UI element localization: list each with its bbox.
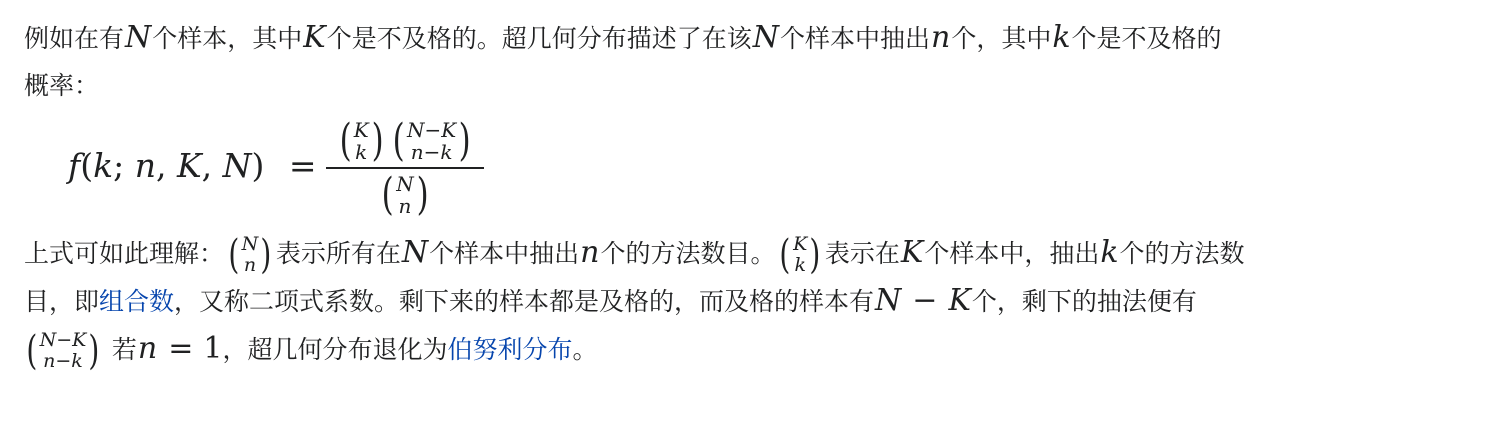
paren-right: ) (458, 115, 471, 166)
link-combination[interactable]: 组合数 (99, 287, 175, 316)
binomial-top: K (793, 233, 808, 255)
paren-left: ( (339, 115, 352, 166)
binomial-K-k (337, 115, 386, 166)
text: 概率： (24, 71, 100, 100)
paren-right: ) (371, 115, 384, 166)
paren: ) (251, 146, 265, 185)
text: 个，其中 (951, 24, 1052, 53)
comma: , (155, 146, 167, 185)
paren: ( (80, 146, 94, 185)
text: ，超几何分布退化为 (222, 335, 448, 364)
text: 个样本中抽出 (429, 239, 580, 268)
math-N: N (875, 283, 902, 318)
text: 表示所有在 (275, 239, 401, 268)
binomial-bottom: k (794, 254, 806, 276)
math-K: K (948, 283, 971, 318)
semicolon: ; (113, 146, 125, 185)
fraction (326, 115, 484, 221)
text: 个的方法数 (1119, 239, 1245, 268)
binomial-stack (396, 173, 414, 217)
binomial-N-n (379, 169, 431, 220)
fraction-denominator (377, 169, 433, 221)
paren-left: ( (228, 232, 240, 278)
math-k: k (93, 146, 114, 185)
math-N: N (222, 146, 252, 185)
math-N: N (125, 20, 152, 55)
text: 上式可如此理解： (24, 239, 225, 268)
binomial-top: N−K (39, 329, 87, 351)
math-n: n (930, 20, 951, 55)
math-one: 1 (203, 331, 223, 366)
binomial-top: N (396, 172, 414, 196)
math-n: n (580, 235, 600, 270)
binomial-stack (242, 234, 259, 276)
math-n: n (134, 146, 156, 185)
math-k: k (1100, 235, 1119, 270)
comma: , (201, 146, 213, 185)
paren-right: ) (88, 328, 100, 374)
text: 例如在有 (24, 24, 125, 53)
binomial-stack (793, 234, 807, 276)
text: ，又称二项式系数。剩下来的样本都是及格的，而及格的样本有 (174, 287, 875, 316)
math-f: f (68, 146, 81, 185)
binomial-stack (354, 119, 369, 163)
paren-left: ( (26, 328, 38, 374)
text: 个样本，其中 (152, 24, 303, 53)
binomial-K-k (777, 234, 822, 276)
text: 个样本中，抽出 (924, 239, 1100, 268)
paren-right: ) (809, 232, 821, 278)
paragraph-explanation (24, 229, 1470, 373)
text: 个样本中抽出 (779, 24, 930, 53)
formula-lhs (68, 141, 331, 191)
math-K: K (176, 146, 202, 185)
math-K: K (303, 20, 326, 55)
text: 目，即 (24, 287, 100, 316)
paragraph-intro (24, 14, 1470, 109)
text: 表示在 (824, 239, 900, 268)
binomial-bottom: n (243, 254, 257, 276)
link-bernoulli-distribution[interactable]: 伯努利分布 (447, 335, 573, 364)
binomial-top: N−K (407, 118, 457, 142)
text: 个是不及格的。超几何分布描述了在该 (326, 24, 752, 53)
math-N: N (401, 235, 429, 270)
paren-left: ( (779, 232, 791, 278)
text: 若 (103, 335, 137, 364)
math-k: k (1052, 20, 1071, 55)
binomial-NK-nk (24, 330, 102, 372)
text: 个是不及格的 (1071, 24, 1222, 53)
binomial-NK-nk (390, 115, 474, 166)
paren-left: ( (392, 115, 405, 166)
math-K: K (900, 235, 924, 270)
binomial-bottom: k (355, 140, 368, 164)
binomial-top: K (353, 118, 369, 142)
binomial-bottom: n−k (43, 350, 83, 372)
equals-sign: = (168, 331, 194, 366)
paren-left: ( (381, 169, 394, 220)
text: 。 (572, 335, 598, 364)
math-N: N (752, 20, 779, 55)
text: 个的方法数目。 (600, 239, 776, 268)
binomial-bottom: n−k (410, 140, 453, 164)
binomial-N-n (226, 234, 274, 276)
binomial-stack (40, 330, 87, 372)
binomial-top: N (241, 233, 259, 255)
equals-sign: = (288, 146, 317, 185)
hypergeometric-formula (24, 111, 1470, 229)
paren-right: ) (416, 169, 429, 220)
minus-sign: − (912, 283, 938, 318)
text: 个，剩下的抽法便有 (971, 287, 1197, 316)
binomial-bottom: n (398, 194, 412, 218)
fraction-numerator (335, 115, 476, 167)
paren-right: ) (260, 232, 272, 278)
binomial-stack (407, 119, 456, 163)
math-n: n (137, 331, 158, 366)
